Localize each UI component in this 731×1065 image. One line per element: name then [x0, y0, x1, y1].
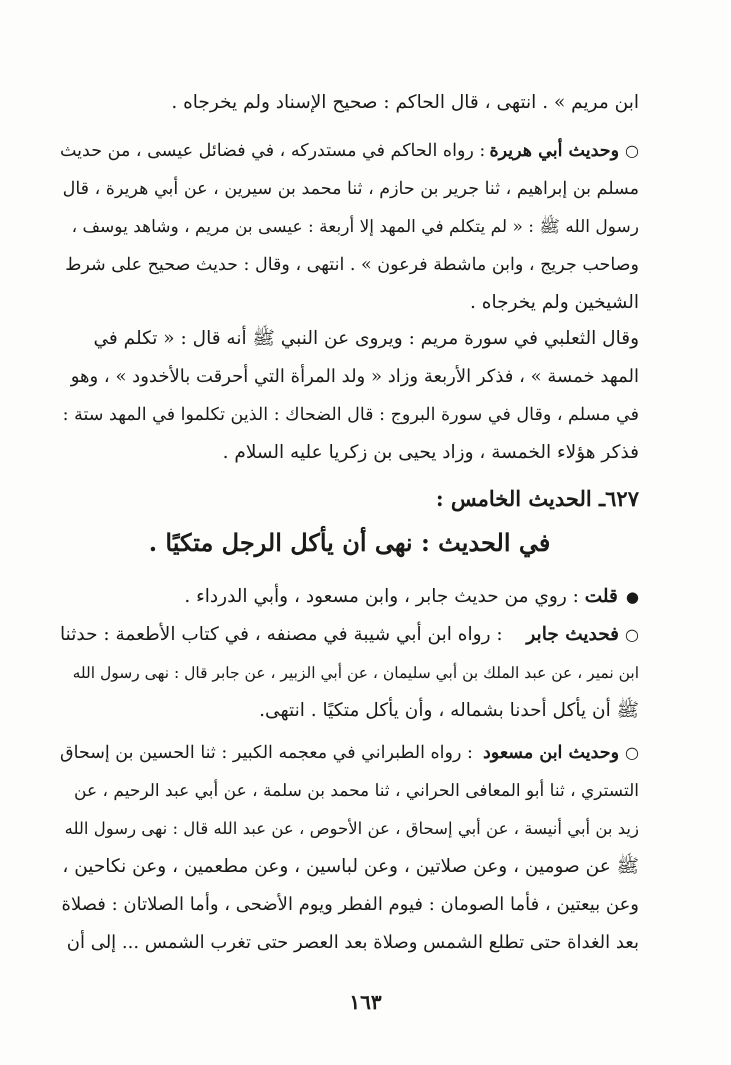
paragraph-lead [526, 616, 639, 654]
text-line [60, 358, 639, 396]
line-text: ابن نمير ، عن عبد الملك بن أبي سليمان ، عن أبي الزبير ، عن جابر قال : نهى رسول الله [72, 664, 639, 682]
line-text: في مسلم ، وقال في سورة البروج : قال الضحاك : الذين تكلموا في المهد ستة : [62, 405, 639, 425]
paragraph-thalabi [60, 320, 639, 472]
paragraph-qultu [60, 578, 639, 616]
text-line [60, 320, 639, 358]
hadith-subheading [60, 524, 639, 562]
text-line [60, 246, 639, 284]
text-line [60, 616, 639, 654]
line-text: : رواه الحاكم في مستدركه ، في فضائل عيسى ، من حديث [60, 141, 486, 161]
subheading-line [60, 524, 639, 562]
text-line [60, 132, 639, 170]
paragraph-lead [483, 734, 639, 772]
line-text: رسول الله ﷺ : « لم يتكلم في المهد إلا أربعة : عيسى بن مريم ، وشاهد يوسف ، [71, 217, 639, 237]
line-text: المهد خمسة » ، فذكر الأربعة وزاد « ولد المرأة التي أحرقت بالأخدود » ، وهو [70, 366, 639, 387]
line-text: وقال الثعلبي في سورة مريم : ويروى عن النبي ﷺ أنه قال : « تكلم في [93, 328, 639, 349]
lead-text: وحديث ابن مسعود [483, 743, 620, 763]
line-text: ﷺ عن صومين ، وعن صلاتين ، وعن لباسين ، وعن مطعمين ، وعن نكاحين ، [62, 856, 639, 877]
paragraph-1 [60, 84, 639, 122]
circle-bullet-icon: ○ [625, 141, 639, 160]
text-line [60, 208, 639, 246]
paragraph-ibn-masud [60, 734, 639, 962]
line-text: وعن بيعتين ، فأما الصومان : فيوم الفطر ويوم الأضحى ، وأما الصلاتان : فصلاة [61, 894, 639, 915]
bullet-dot-icon: ● [625, 588, 639, 606]
text-line [60, 772, 639, 810]
paragraph-jabir [60, 616, 639, 730]
text-line [60, 654, 639, 692]
line-text: : روي من حديث جابر ، وابن مسعود ، وأبي الدرداء . [184, 586, 579, 607]
line-text: التستري ، ثنا أبو المعافى الحراني ، ثنا محمد بن سلمة ، عن أبي عبد الرحيم ، عن [74, 781, 639, 801]
line-text: : رواه ابن أبي شيبة في مصنفه ، في كتاب الأطعمة : حدثنا [60, 624, 503, 645]
text-line [60, 886, 639, 924]
line-text: بعد الغداة حتى تطلع الشمس وصلاة بعد العصر حتى تغرب الشمس ... إلى أن [66, 932, 639, 953]
paragraph-lead [489, 132, 639, 170]
hadith-heading [60, 480, 639, 518]
line-text: وصاحب جريج ، وابن ماشطة فرعون » . انتهى ، وقال : حديث صحيح على شرط [65, 255, 639, 275]
heading-text: ٦٢٧ـ الحديث الخامس : [435, 486, 639, 511]
text-line [60, 434, 639, 472]
text-line [60, 924, 639, 962]
text-line [60, 396, 639, 434]
circle-bullet-icon: ○ [625, 743, 639, 762]
text-line [60, 734, 639, 772]
text-line [60, 810, 639, 848]
heading-line [60, 480, 639, 518]
circle-bullet-icon: ○ [625, 625, 639, 644]
text-line [60, 84, 639, 122]
text-line [60, 170, 639, 208]
line-text: : رواه الطبراني في معجمه الكبير : ثنا الحسين بن إسحاق [60, 743, 473, 763]
paragraph-abu-hurayra [60, 132, 639, 322]
line-text: ﷺ أن يأكل أحدنا بشماله ، وأن يأكل متكيًا . انتهى. [259, 700, 639, 721]
text-line [60, 578, 639, 616]
page-number: ١٦٣ [349, 990, 382, 1014]
line-text: فذكر هؤلاء الخمسة ، وزاد يحيى بن زكريا عليه السلام . [222, 442, 639, 463]
text-line [60, 692, 639, 730]
line-text: الشيخين ولم يخرجاه . [470, 292, 639, 313]
lead-text: وحديث أبي هريرة [489, 141, 620, 161]
line-text: زيد بن أبي أنيسة ، عن أبي إسحاق ، عن الأحوص ، عن عبد الله قال : نهى رسول الله [64, 819, 639, 838]
text-line [60, 284, 639, 322]
subheading-text: في الحديث : نهى أن يأكل الرجل متكيًا . [148, 528, 551, 557]
lead-text: قلت [584, 586, 618, 607]
line-text: ابن مريم » . انتهى ، قال الحاكم : صحيح الإسناد ولم يخرجاه . [171, 92, 639, 113]
line-text: مسلم بن إبراهيم ، ثنا جرير بن حازم ، ثنا محمد بن سيرين ، عن أبي هريرة ، قال [62, 179, 639, 199]
text-line [60, 848, 639, 886]
lead-text: فحديث جابر [526, 624, 620, 645]
